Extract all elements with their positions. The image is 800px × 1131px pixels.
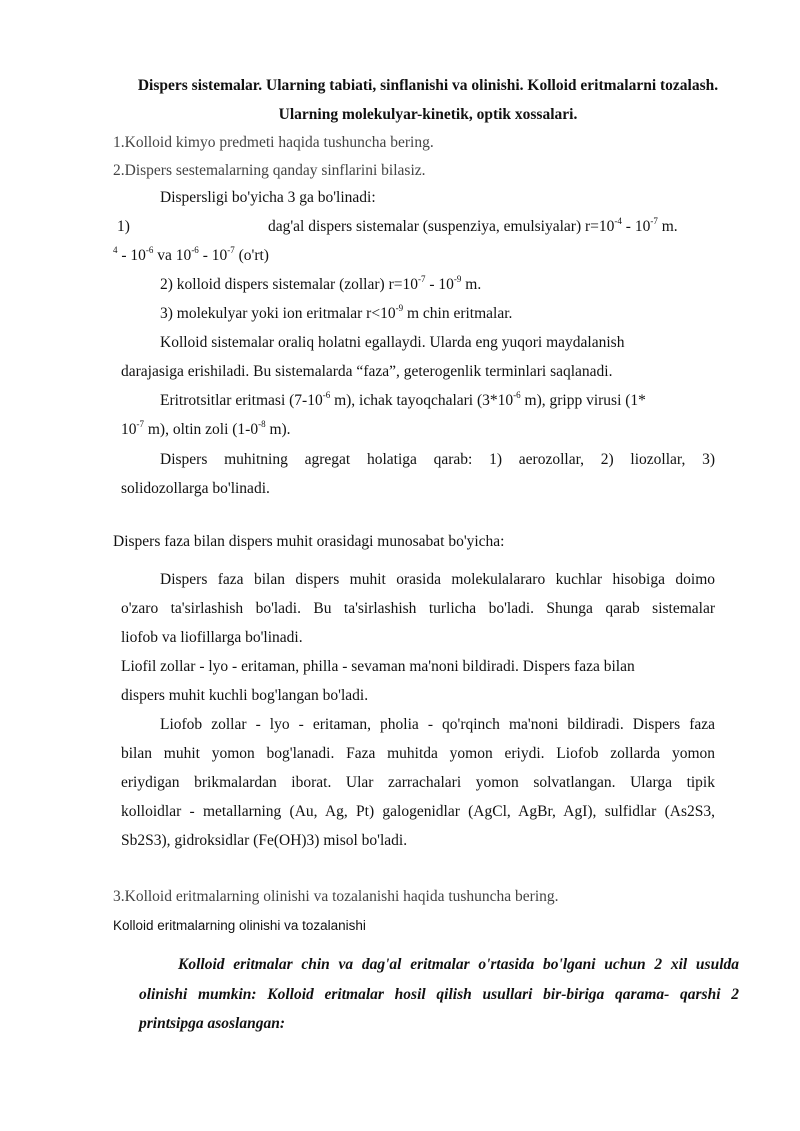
question-2: 2.Dispers sestemalarning qanday sinflarini bilasiz. (113, 162, 426, 179)
examples-exp-1: -6 (322, 389, 331, 400)
examples-text-3: m), gripp virusi (1* (524, 392, 646, 409)
lyophil-line-2: dispers muhit kuchli bog'langan bo'ladi. (121, 687, 369, 704)
lyophob-line-2: bilan muhit yomon bog'lanadi. Faza muhitda yomon eriydi. Liofob zollarda yomon (121, 745, 715, 762)
cont-exp-b: -6 (145, 244, 154, 255)
list-item-3 (160, 304, 512, 324)
list-item-1-number: 1) (117, 218, 130, 235)
doc-title-line-2: Ularning molekulyar-kinetik, optik xossalari. (278, 106, 578, 123)
examples-text-5: m), oltin zoli (1-0 (147, 421, 259, 438)
section-subheading: Kolloid eritmalarning olinishi va tozalanishi (113, 918, 366, 933)
cont-text-2: va 10 (157, 247, 192, 264)
relation-line-1: Dispers faza bilan dispers muhit orasida molekulalararo kuchlar hisobiga doimo (160, 571, 715, 588)
examples-line-1 (160, 391, 646, 411)
list-item-2-text: 2) kolloid dispers sistemalar (zollar) r=10 (160, 276, 418, 293)
question-3: 3.Kolloid eritmalarning olinishi va tozalanishi haqida tushuncha bering. (113, 888, 559, 905)
aggregate-line-2: solidozollarga bo'linadi. (121, 480, 270, 497)
list-item-2 (160, 275, 481, 295)
aggregate-line-1: Dispers muhitning agregat holatiga qarab: 1) aerozollar, 2) liozollar, 3) (160, 451, 715, 468)
list-item-1-unit: m. (661, 218, 678, 235)
cont-text-1: - 10 (121, 247, 146, 264)
list-item-2-mid: - 10 (429, 276, 454, 293)
cont-text-4: (o'rt) (238, 247, 269, 264)
dispersity-intro: Dispersligi bo'yicha 3 ga bo'linadi: (160, 189, 376, 206)
cont-text-3: - 10 (202, 247, 228, 264)
lyophob-line-5: Sb2S3), gidroksidlar (Fe(OH)3) misol bo'ladi. (121, 832, 408, 849)
final-para-line-2: olinishi mumkin: Kolloid eritmalar hosil qilish usullari bir-biriga qarama- qarshi 2 (139, 986, 739, 1003)
lyophob-line-4: kolloidlar - metallarning (Au, Ag, Pt) galogenidlar (AgCl, AgBr, AgI), sulfidlar (As2S3, (121, 803, 715, 820)
examples-exp-3: -7 (136, 418, 144, 429)
relation-line-3: liofob va liofillarga bo'linadi. (121, 629, 303, 646)
final-para-line-1: Kolloid eritmalar chin va dag'al eritmalar o'rtasida bo'lgani uchun 2 xil usulda (178, 956, 739, 973)
list-item-2-exp-b: -9 (453, 273, 462, 284)
cont-exp-a: 4 (113, 244, 118, 255)
list-item-2-exp-a: -7 (417, 273, 426, 284)
lyophob-line-1: Liofob zollar - lyo - eritaman, pholia - qo'rqinch ma'noni bildiradi. Dispers faza (160, 716, 715, 733)
section-heading-relation: Dispers faza bilan dispers muhit orasidagi munosabat bo'yicha: (113, 533, 505, 550)
question-1: 1.Kolloid kimyo predmeti haqida tushuncha bering. (113, 134, 434, 151)
examples-exp-2: -6 (513, 389, 521, 400)
list-item-1-text: dag'al dispers sistemalar (suspenziya, emulsiyalar) r=10 (268, 218, 615, 235)
lyophob-line-3: eriydigan brikmalardan iborat. Ular zarrachalari yomon solvatlangan. Ularga tipik (121, 774, 715, 791)
examples-text-6: m). (269, 421, 291, 438)
colloid-para-line-1: Kolloid sistemalar oraliq holatni egallaydi. Ularda eng yuqori maydalanish (160, 334, 625, 351)
list-item-3-exp: -9 (395, 302, 404, 313)
final-para-line-3: printsipga asoslangan: (139, 1015, 286, 1032)
examples-exp-4: -8 (258, 418, 266, 429)
examples-line-2 (121, 420, 291, 440)
list-item-1-exp-a: -4 (614, 215, 622, 226)
list-item-3-text: 3) molekulyar yoki ion eritmalar r<10 (160, 305, 396, 322)
list-item-1 (268, 217, 678, 237)
colloid-para-line-2: darajasiga erishiladi. Bu sistemalarda “faza”, geterogenlik terminlari saqlanadi. (121, 363, 613, 380)
examples-text-1: Eritrotsitlar eritmasi (7-10 (160, 392, 323, 409)
list-item-1-exp-b: -7 (650, 215, 658, 226)
lyophil-line-1: Liofil zollar - lyo - eritaman, philla - sevaman ma'noni bildiradi. Dispers faza bilan (121, 658, 635, 675)
list-item-3-rest: m chin eritmalar. (406, 305, 513, 322)
cont-exp-c: -6 (191, 244, 199, 255)
list-item-2-unit: m. (465, 276, 482, 293)
list-item-1-mid: - 10 (625, 218, 651, 235)
doc-title-line-1: Dispers sistemalar. Ularning tabiati, sinflanishi va olinishi. Kolloid eritmalarni tozalash. (137, 77, 719, 94)
relation-line-2: o'zaro ta'sirlashish bo'ladi. Bu ta'sirlashish turlicha bo'ladi. Shunga qarab sistemalar (121, 600, 715, 617)
cont-exp-d: -7 (227, 244, 235, 255)
examples-text-2: m), ichak tayoqchalari (3*10 (334, 392, 514, 409)
examples-text-4: 10 (121, 421, 137, 438)
list-item-1-continuation (113, 246, 269, 266)
